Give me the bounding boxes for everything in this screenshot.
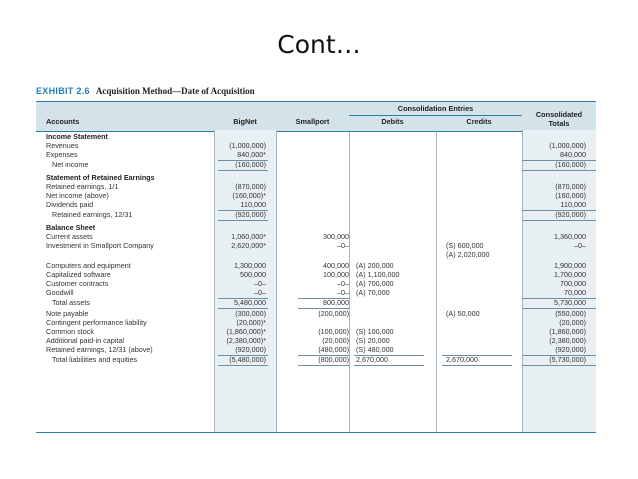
table-row	[36, 345, 596, 355]
bignet-value: (2,380,000)*	[226, 336, 266, 345]
debits-value: (S) 100,000	[356, 327, 394, 336]
exhibit-number: EXHIBIT 2.6	[36, 86, 90, 96]
smallport-value: (480,000)	[318, 345, 349, 354]
consolidated-value: 840,000	[560, 150, 586, 159]
account-label: Total assets	[52, 298, 90, 307]
total-rule	[298, 355, 349, 356]
bignet-value: (920,000)	[235, 345, 266, 354]
credits-value: 2,670,000	[446, 355, 478, 364]
account-label: Expenses	[46, 150, 78, 159]
debits-value: (S) 480,000	[356, 345, 394, 354]
bignet-value: –0–	[254, 288, 266, 297]
consolidated-value: (5,730,000)	[549, 355, 586, 364]
bignet-value: 2,620,000*	[231, 241, 266, 250]
total-rule	[522, 170, 596, 171]
account-label: Retained earnings, 12/31 (above)	[46, 345, 153, 354]
total-rule	[218, 160, 268, 161]
consolidated-value: (920,000)	[555, 345, 586, 354]
account-label: Common stock	[46, 327, 94, 336]
consolidated-value: 110,000	[560, 200, 586, 209]
table-row	[36, 150, 596, 160]
smallport-value: 400,000	[323, 261, 349, 270]
account-label: Customer contracts	[46, 279, 109, 288]
credits-value: (A) 2,020,000	[446, 250, 490, 259]
bignet-value: 500,000	[240, 270, 266, 279]
exhibit-name: Acquisition Method—Date of Acquisition	[95, 86, 255, 96]
table-row	[36, 200, 596, 210]
total-rule	[298, 298, 349, 299]
header-smallport: Smallport	[295, 117, 330, 126]
debits-value: (A) 700,000	[356, 279, 394, 288]
section-heading: Balance Sheet	[46, 223, 96, 232]
section-heading: Income Statement	[46, 132, 108, 141]
slide-title: Cont…	[277, 30, 361, 59]
total-rule	[522, 210, 596, 211]
total-rule	[442, 365, 512, 366]
account-label: Dividends paid	[46, 200, 94, 209]
consolidated-value: (160,000)	[555, 160, 586, 169]
total-rule	[522, 298, 596, 299]
bignet-value: 5,480,000	[234, 298, 266, 307]
total-rule	[218, 298, 268, 299]
account-label: Retained earnings, 12/31	[52, 210, 133, 219]
total-rule	[354, 365, 424, 366]
header-consolidation-entries: Consolidation Entries	[397, 104, 474, 113]
header-debits: Debits	[381, 117, 404, 126]
bignet-value: 1,300,000	[234, 261, 266, 270]
total-rule	[218, 210, 268, 211]
debits-value: (A) 1,100,000	[356, 270, 400, 279]
header-consolidated: Consolidated	[535, 110, 583, 119]
total-rule	[522, 160, 596, 161]
debits-value: 2,670,000	[356, 355, 388, 364]
account-label: Revenues	[46, 141, 79, 150]
total-rule	[218, 170, 268, 171]
smallport-value: (800,000)	[318, 355, 349, 364]
account-label: Goodwill	[46, 288, 74, 297]
total-rule	[354, 355, 424, 356]
consolidation-entries-rule	[349, 115, 522, 116]
bignet-value: (1,860,000)*	[226, 327, 266, 336]
consolidated-value: 700,000	[560, 279, 586, 288]
account-label: Current assets	[46, 232, 93, 241]
header-bignet: BigNet	[233, 117, 257, 126]
bignet-value: (300,000)	[235, 309, 266, 318]
consolidated-value: –0–	[574, 241, 586, 250]
account-label: Capitalized software	[46, 270, 111, 279]
credits-value: (A) 50,000	[446, 309, 480, 318]
debits-value: (A) 70,000	[356, 288, 390, 297]
debits-value: (S) 20,000	[356, 336, 390, 345]
bignet-value: 1,060,000*	[231, 232, 266, 241]
bignet-value: (870,000)	[235, 182, 266, 191]
bignet-value: (160,000)	[235, 160, 266, 169]
account-label: Net income (above)	[46, 191, 109, 200]
consolidated-value: 1,700,000	[554, 270, 586, 279]
account-label: Total liabilities and equities	[52, 355, 138, 364]
smallport-value: (100,000)	[318, 327, 349, 336]
total-rule	[522, 355, 596, 356]
bignet-value: (160,000)*	[232, 191, 266, 200]
total-rule	[218, 220, 268, 221]
total-rule	[442, 355, 512, 356]
bignet-value: (920,000)	[235, 210, 266, 219]
smallport-value: 100,000	[323, 270, 349, 279]
bignet-value: –0–	[254, 279, 266, 288]
table-row	[36, 250, 596, 260]
smallport-value: –0–	[337, 279, 349, 288]
bignet-value: 110,000	[240, 200, 266, 209]
exhibit-caption	[36, 86, 596, 96]
header-totals: Totals	[548, 119, 570, 128]
smallport-value: –0–	[337, 241, 349, 250]
consolidated-value: (160,000)	[555, 191, 586, 200]
account-label: Contingent performance liability	[46, 318, 147, 327]
smallport-value: –0–	[337, 288, 349, 297]
total-row	[36, 160, 596, 170]
bignet-value: (1,000,000)	[229, 141, 266, 150]
consolidated-value: 1,360,000	[554, 232, 586, 241]
total-rule	[522, 365, 596, 366]
account-label: Additional paid-in capital	[46, 336, 124, 345]
section-heading: Statement of Retained Earnings	[46, 173, 155, 182]
credits-value: (S) 600,000	[446, 241, 484, 250]
header-credits: Credits	[466, 117, 492, 126]
smallport-value: 800,000	[323, 298, 349, 307]
bignet-value: (5,480,000)	[229, 355, 266, 364]
consolidated-value: (1,000,000)	[549, 141, 586, 150]
header-accounts: Accounts	[46, 117, 80, 126]
consolidated-value: 1,900,000	[554, 261, 586, 270]
bignet-value: (20,000)*	[236, 318, 266, 327]
table-row	[36, 288, 596, 298]
consolidated-value: (870,000)	[555, 182, 586, 191]
consolidated-value: 5,730,000	[554, 298, 586, 307]
debits-value: (A) 200,000	[356, 261, 394, 270]
account-label: Computers and equipment	[46, 261, 131, 270]
consolidated-value: 70,000	[564, 288, 586, 297]
account-label: Net income	[52, 160, 89, 169]
account-label: Retained earnings, 1/1	[46, 182, 119, 191]
total-row	[36, 355, 596, 365]
account-label: Investment in Smallport Company	[46, 241, 154, 250]
total-row	[36, 298, 596, 308]
consolidated-value: (1,860,000)	[549, 327, 586, 336]
consolidated-value: (2,380,000)	[549, 336, 586, 345]
total-row	[36, 210, 596, 220]
smallport-value: (20,000)	[322, 336, 349, 345]
total-rule	[218, 365, 268, 366]
total-rule	[218, 355, 268, 356]
account-label: Note payable	[46, 309, 89, 318]
smallport-value: 300,000	[323, 232, 349, 241]
worksheet-table	[36, 101, 596, 434]
consolidated-value: (20,000)	[559, 318, 586, 327]
table-bottom-rule	[36, 432, 596, 433]
total-rule	[298, 365, 349, 366]
smallport-value: (200,000)	[318, 309, 349, 318]
consolidated-value: (550,000)	[555, 309, 586, 318]
bignet-value: 840,000*	[237, 150, 266, 159]
total-rule	[522, 220, 596, 221]
consolidated-value: (920,000)	[555, 210, 586, 219]
